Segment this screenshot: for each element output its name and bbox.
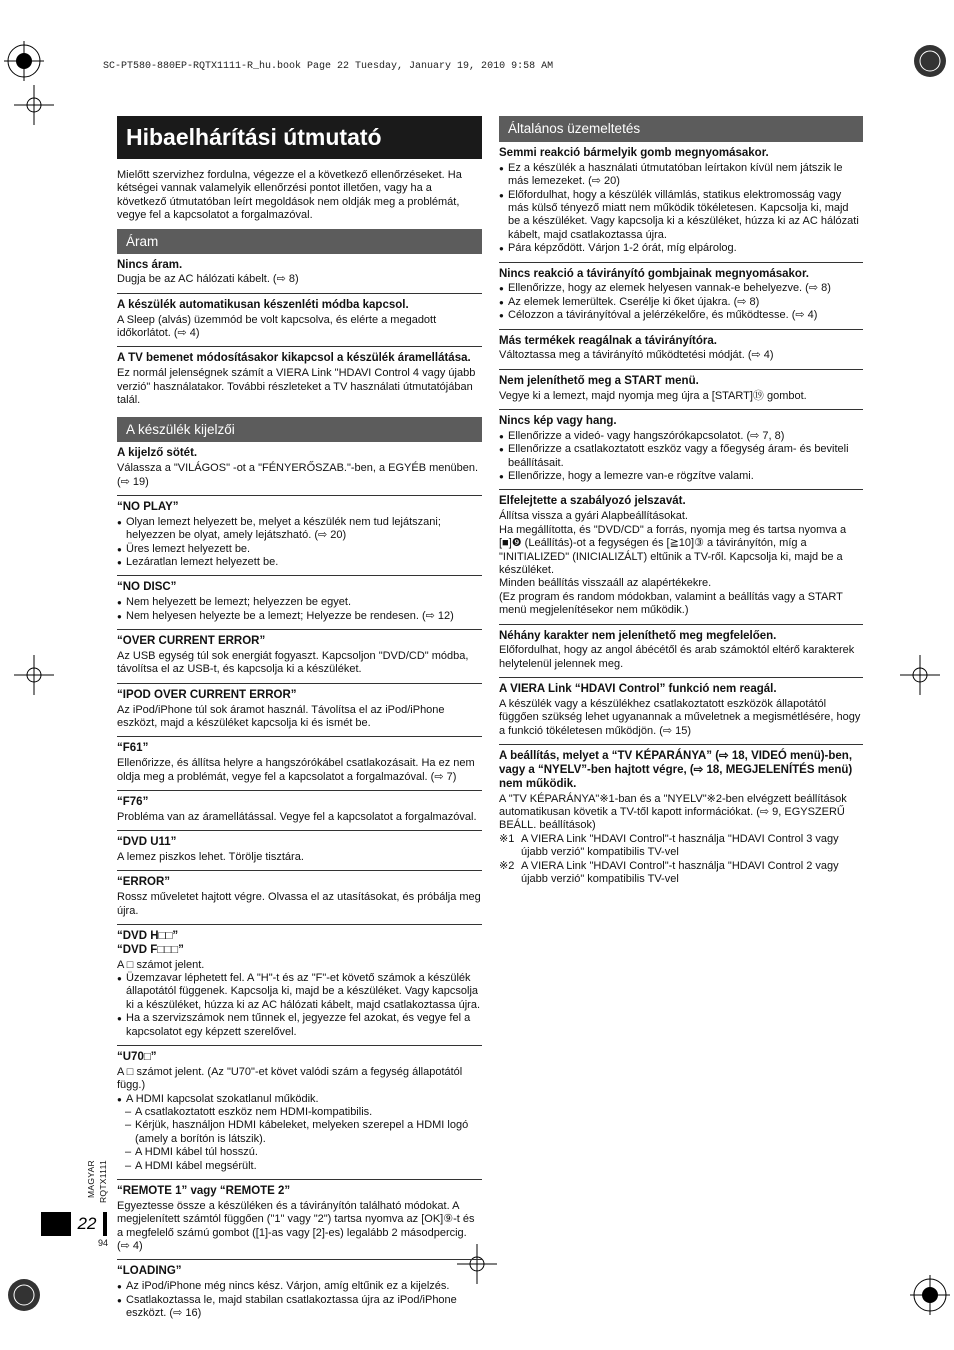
crosshair-icon [14, 655, 54, 695]
entry-text: (Ez program és random módokban, valamint a beállítás vagy a START menü megjelenítésekor nem működik.) [499, 590, 843, 617]
entry-title: “F61” [117, 742, 149, 755]
bullet-item: ● Ellenőrizze, hogy a lemezre van-e rögzítve valami. [499, 470, 863, 483]
section-heading-display: A készülék kijelzői [117, 417, 482, 442]
entry-text: Előfordulhat, hogy az angol ábécétől és arab számoktól eltérő karakterek helytelenül jelennek meg. [499, 644, 855, 670]
bullet-item: ● Ha a szervizszámok nem tűnnek el, jegyezze fel azokat, és vegye fel a kapcsolatot egy képzett szerelővel. [117, 1012, 482, 1039]
entry-title: Nem jeleníthető meg a START menü. [499, 374, 699, 387]
entry-text: A "TV KÉPARÁNYA"※1-ban és a "NYELV"※2-ben elvégzett beállítások automatikusan követik a TV-től kapott információkat. (⇨ 9, EGYSZERŰ BEÁLL. beállítások) [499, 792, 847, 832]
bullet-item: ● Célozzon a távirányítóval a jelérzékelőre, és működtesse. (⇨ 4) [499, 309, 863, 322]
registration-mark-icon [910, 41, 950, 81]
entry-text: Változtassa meg a távirányító működtetési módját. (⇨ 4) [499, 349, 774, 362]
bullet-item: ● Ellenőrizze, hogy az elemek helyesen vannak-e behelyezve. (⇨ 8) [499, 282, 863, 295]
entry-title: A beállítás, melyet a “TV KÉPARÁNYA” (⇨ 18, VIDEÓ menü)-ben, vagy a “NYELV”-ben hajtott végre, (⇨ 18, MEGJELENÍTÉS menü) nem működik. [499, 750, 853, 790]
entry-title: Nincs áram. [117, 258, 183, 271]
bullet-item: ● Ellenőrizze a csatlakoztatott eszköz vagy a főegység áram- és beviteli beállításait. [499, 443, 863, 470]
entry-text: Probléma van az áramellátással. Vegye fel a kapcsolatot a forgalmazóval. [117, 810, 477, 823]
bullet-list [499, 282, 863, 322]
entry [499, 330, 863, 370]
entry [499, 142, 863, 263]
dash-item: – A HDMI kábel megsérült. [117, 1160, 482, 1173]
entry [499, 263, 863, 330]
print-header: SC-PT580-880EP-RQTX1111-R_hu.book Page 22 Tuesday, January 19, 2010 9:58 AM [103, 61, 554, 72]
entry [117, 347, 482, 413]
entry-text: Az iPod/iPhone túl sok áramot használ. Távolítsa el az iPod/iPhone eszközt, majd a készüléket kapcsolja ki és ismét be. [117, 703, 445, 729]
footnote-mark: ※2 [499, 859, 515, 872]
entry [117, 1046, 482, 1180]
entry-text: Minden beállítás visszaáll az alapértékekre. [499, 577, 712, 590]
entry-title: Más termékek reagálnak a távirányítóra. [499, 334, 717, 347]
entry-text: A készülék vagy a készülékhez csatlakoztatott eszközök állapotától függően szükség lehet ugyanannak a műveletnek a megismétlésére, hogy a funkció tökéletesen működjön. (⇨ 15) [499, 697, 861, 737]
dash-list [117, 1106, 482, 1173]
entry-title: Nincs kép vagy hang. [499, 415, 617, 428]
entry [117, 791, 482, 831]
left-column [117, 116, 482, 1326]
registration-mark-icon [910, 1275, 950, 1315]
bullet-list [499, 162, 863, 256]
entry-text: Ellenőrizze, és állítsa helyre a hangszórókábel csatlakozásait. Ha ez nem oldja meg a problémát, vegye fel a kapcsolatot a forgalmazóval. (⇨ 7) [117, 757, 475, 783]
page-number-small: 94 [98, 1238, 109, 1248]
entry-text: Az USB egység túl sok energiát fogyaszt. Kapcsoljon "DVD/CD" módba, távolítsa el az USB-t, és kapcsolja ki a készüléket. [117, 649, 469, 676]
bullet-item: ● A HDMI kapcsolat szokatlanul működik. [117, 1093, 482, 1106]
entry [499, 625, 863, 679]
footnote-text: A VIERA Link "HDAVI Control"-t használja "HDAVI Control 2 vagy újabb verzió" kompatibilis TV-vel [521, 859, 839, 885]
bullet-list [117, 516, 482, 570]
entry-text: Ha megállította, és "DVD/CD" a forrás, nyomja meg és tartsa nyomva a [■]❾ (Leállítás)-ot a fegységen és [≧10]③ a távirányítón, míg a "INITIALIZED" (INICIALIZÁLT) eltűnik a TV-ről. Kapcsolja ki, majd be a készüléket. [499, 523, 847, 576]
entry-title: “LOADING” [117, 1265, 182, 1278]
dash-item: – A csatlakoztatott eszköz nem HDMI-kompatibilis. [117, 1106, 482, 1119]
entry-title: A készülék automatikusan készenléti módba kapcsol. [117, 298, 409, 311]
entry-title: Nincs reakció a távirányító gombjainak megnyomásakor. [499, 267, 809, 280]
entry-text: A Sleep (alvás) üzemmód be volt kapcsolva, és elérte a megadott időkorlátot. (⇨ 4) [117, 313, 437, 340]
entry-title: Néhány karakter nem jeleníthető meg megfelelően. [499, 629, 777, 642]
entry-title: “F76” [117, 795, 149, 808]
bullet-item: ● Csatlakoztassa le, majd stabilan csatlakoztassa újra az iPod/iPhone eszközt. (⇨ 16) [117, 1294, 482, 1321]
entry-text: Vegye ki a lemezt, majd nyomja meg újra a [START]⑲ gombot. [499, 389, 807, 402]
page-title: Hibaelhárítási útmutató [117, 116, 482, 159]
footnote [499, 860, 863, 887]
bullet-item: ● Nem helyezett be lemezt; helyezzen be egyet. [117, 596, 482, 609]
bullet-item: ● Üzemzavar léphetett fel. A "H"-t és az "F"-et követő számok a készülék állapotától függenek. Kapcsolja ki, majd be a készüléket. Vagy kapcsolja ki a készüléket, húzza ki az AC hálózati kábelt, majd csatlakoztassa újra. [117, 972, 482, 1012]
bullet-item: ● Ellenőrizze a videó- vagy hangszórókapcsolatot. (⇨ 7, 8) [499, 430, 863, 443]
footnote-text: A VIERA Link "HDAVI Control"-t használja "HDAVI Control 3 vagy újabb verzió" kompatibilis TV-vel [521, 832, 839, 859]
entry [117, 576, 482, 630]
entry [117, 254, 482, 294]
registration-mark-icon [4, 1275, 44, 1315]
entry-title: “OVER CURRENT ERROR” [117, 635, 266, 648]
entry-text: Dugja be az AC hálózati kábelt. (⇨ 8) [117, 273, 299, 286]
section-heading-power: Áram [117, 229, 482, 254]
entry-title: “DVD U11” [117, 836, 177, 849]
bullet-list [117, 1093, 482, 1106]
entry-text: Ez normál jelenségnek számít a VIERA Link "HDAVI Control 4 vagy újabb verzió" használatakor. További részleteket a TV használati útmutatójában talál. [117, 367, 476, 407]
bullet-list [499, 430, 863, 484]
footnote-mark: ※1 [499, 832, 515, 845]
crosshair-icon [900, 655, 940, 695]
entry [117, 294, 482, 348]
entry-title: “ERROR” [117, 876, 171, 889]
bullet-item: ● Ez a készülék a használati útmutatóban leírtakon kívül nem játszik le más lemezeket. (⇨ 20) [499, 162, 863, 189]
entry [117, 630, 482, 684]
entry-title: “U70□” [117, 1050, 157, 1063]
entry-title: Semmi reakció bármelyik gomb megnyomásakor. [499, 147, 769, 159]
registration-mark-icon [4, 41, 44, 81]
entry [499, 678, 863, 745]
intro-text: Mielőtt szervizhez fordulna, végezze el a következő ellenőrzéseket. Ha kétségei vannak valamelyik ellenőrzési pontot illetően, vagy ha a következő útmutatóban leírt megoldások nem oldják meg a problémát, vegye fel a kapcsolatot a forgalmazóval. [117, 169, 462, 222]
language-label: MAGYAR [86, 1160, 96, 1199]
bullet-item: ● Üres lemezt helyezett be. [117, 543, 482, 556]
crosshair-icon [14, 85, 54, 125]
entry [499, 370, 863, 410]
section-heading-general: Általános üzemeltetés [499, 116, 863, 142]
entry-text: Egyeztesse össze a készüléken és a távirányítón található módokat. A megjelenített számtól függően ("1" vagy "2") tartsa nyomva az [OK]⑨-t és a megfelelő számú gombot ([1]-as vagy [2]-es) legalább 2 másodpercig. (⇨ 4) [117, 1199, 475, 1253]
entry [117, 831, 482, 871]
entry [117, 1180, 482, 1260]
bullet-item: ● Előfordulhat, hogy a készülék villámlás, statikus elektromosság vagy más külső tényező miatt nem működik tökéletesen. Kapcsolja ki, majd be a készüléket. Vagy kapcsolja ki a készüléket, húzza ki az AC hálózati kábelt, majd csatlakoztassa újra. [499, 189, 863, 243]
bullet-item: ● Az elemek lemerültek. Cserélje ki őket újakra. (⇨ 8) [499, 296, 863, 309]
entry [117, 684, 482, 738]
bullet-item: ● Lezáratlan lemezt helyezett be. [117, 556, 482, 569]
right-column [499, 116, 863, 892]
entry [117, 496, 482, 576]
entry-title: Elfelejtette a szabályozó jelszavát. [499, 495, 686, 508]
entry [117, 1260, 482, 1326]
entry-title: “DVD H□□” [117, 929, 179, 942]
entry [117, 925, 482, 1046]
entry-text: Rossz műveletet hajtott végre. Olvassa el az utasításokat, és próbálja meg újra. [117, 891, 481, 917]
bullet-item: ● Pára képződött. Várjon 1-2 órát, míg elpárolog. [499, 242, 863, 255]
bullet-list [117, 1280, 482, 1320]
entry-title: A VIERA Link “HDAVI Control” funkció nem reagál. [499, 683, 777, 696]
entry-title: “NO PLAY” [117, 501, 179, 514]
entry-title: A kijelző sötét. [117, 447, 198, 460]
dash-item: – A HDMI kábel túl hosszú. [117, 1146, 482, 1159]
bullet-list [117, 972, 482, 1039]
entry-title: A TV bemenet módosításakor kikapcsol a készülék áramellátása. [117, 352, 471, 365]
entry-title: “NO DISC” [117, 581, 177, 594]
entry-text: Válassza a "VILÁGOS" -ot a "FÉNYERŐSZAB."-ben, a EGYÉB menüben. (⇨ 19) [117, 462, 479, 488]
entry [117, 442, 482, 496]
entry-title: “DVD F□□□” [117, 943, 184, 956]
model-code: RQTX1111 [98, 1160, 108, 1204]
bullet-list [117, 596, 482, 623]
entry-text: Állítsa vissza a gyári Alapbeállításokat. [499, 510, 688, 523]
entry [117, 871, 482, 925]
entry [499, 410, 863, 490]
entry-text: A □ számot jelent. (Az "U70"-et követ valódi szám a fegység állapotától függ.) [117, 1065, 463, 1092]
entry [117, 737, 482, 791]
bullet-item: ● Olyan lemezt helyezett be, melyet a készülék nem tud lejátszani; helyezzen be olyat, amely lejátszható. (⇨ 20) [117, 516, 482, 543]
bullet-item: ● Az iPod/iPhone még nincs kész. Várjon, amíg eltűnik ez a kijelzés. [117, 1280, 482, 1293]
entry-title: “IPOD OVER CURRENT ERROR” [117, 688, 297, 701]
entry [499, 745, 863, 892]
entry-text: A lemez piszkos lehet. Törölje tisztára. [117, 850, 304, 863]
footnote [499, 833, 863, 860]
page-number: 22 [71, 1212, 103, 1236]
dash-item: – Kérjük, használjon HDMI kábeleket, melyeken szerepel a HDMI logó (amely a borítón is látszik). [117, 1119, 482, 1146]
entry-title: “REMOTE 1” vagy “REMOTE 2” [117, 1185, 291, 1198]
entry-text: A □ számot jelent. [117, 958, 205, 971]
bullet-item: ● Nem helyesen helyezte be a lemezt; Helyezze be rendesen. (⇨ 12) [117, 610, 482, 623]
entry [499, 490, 863, 624]
